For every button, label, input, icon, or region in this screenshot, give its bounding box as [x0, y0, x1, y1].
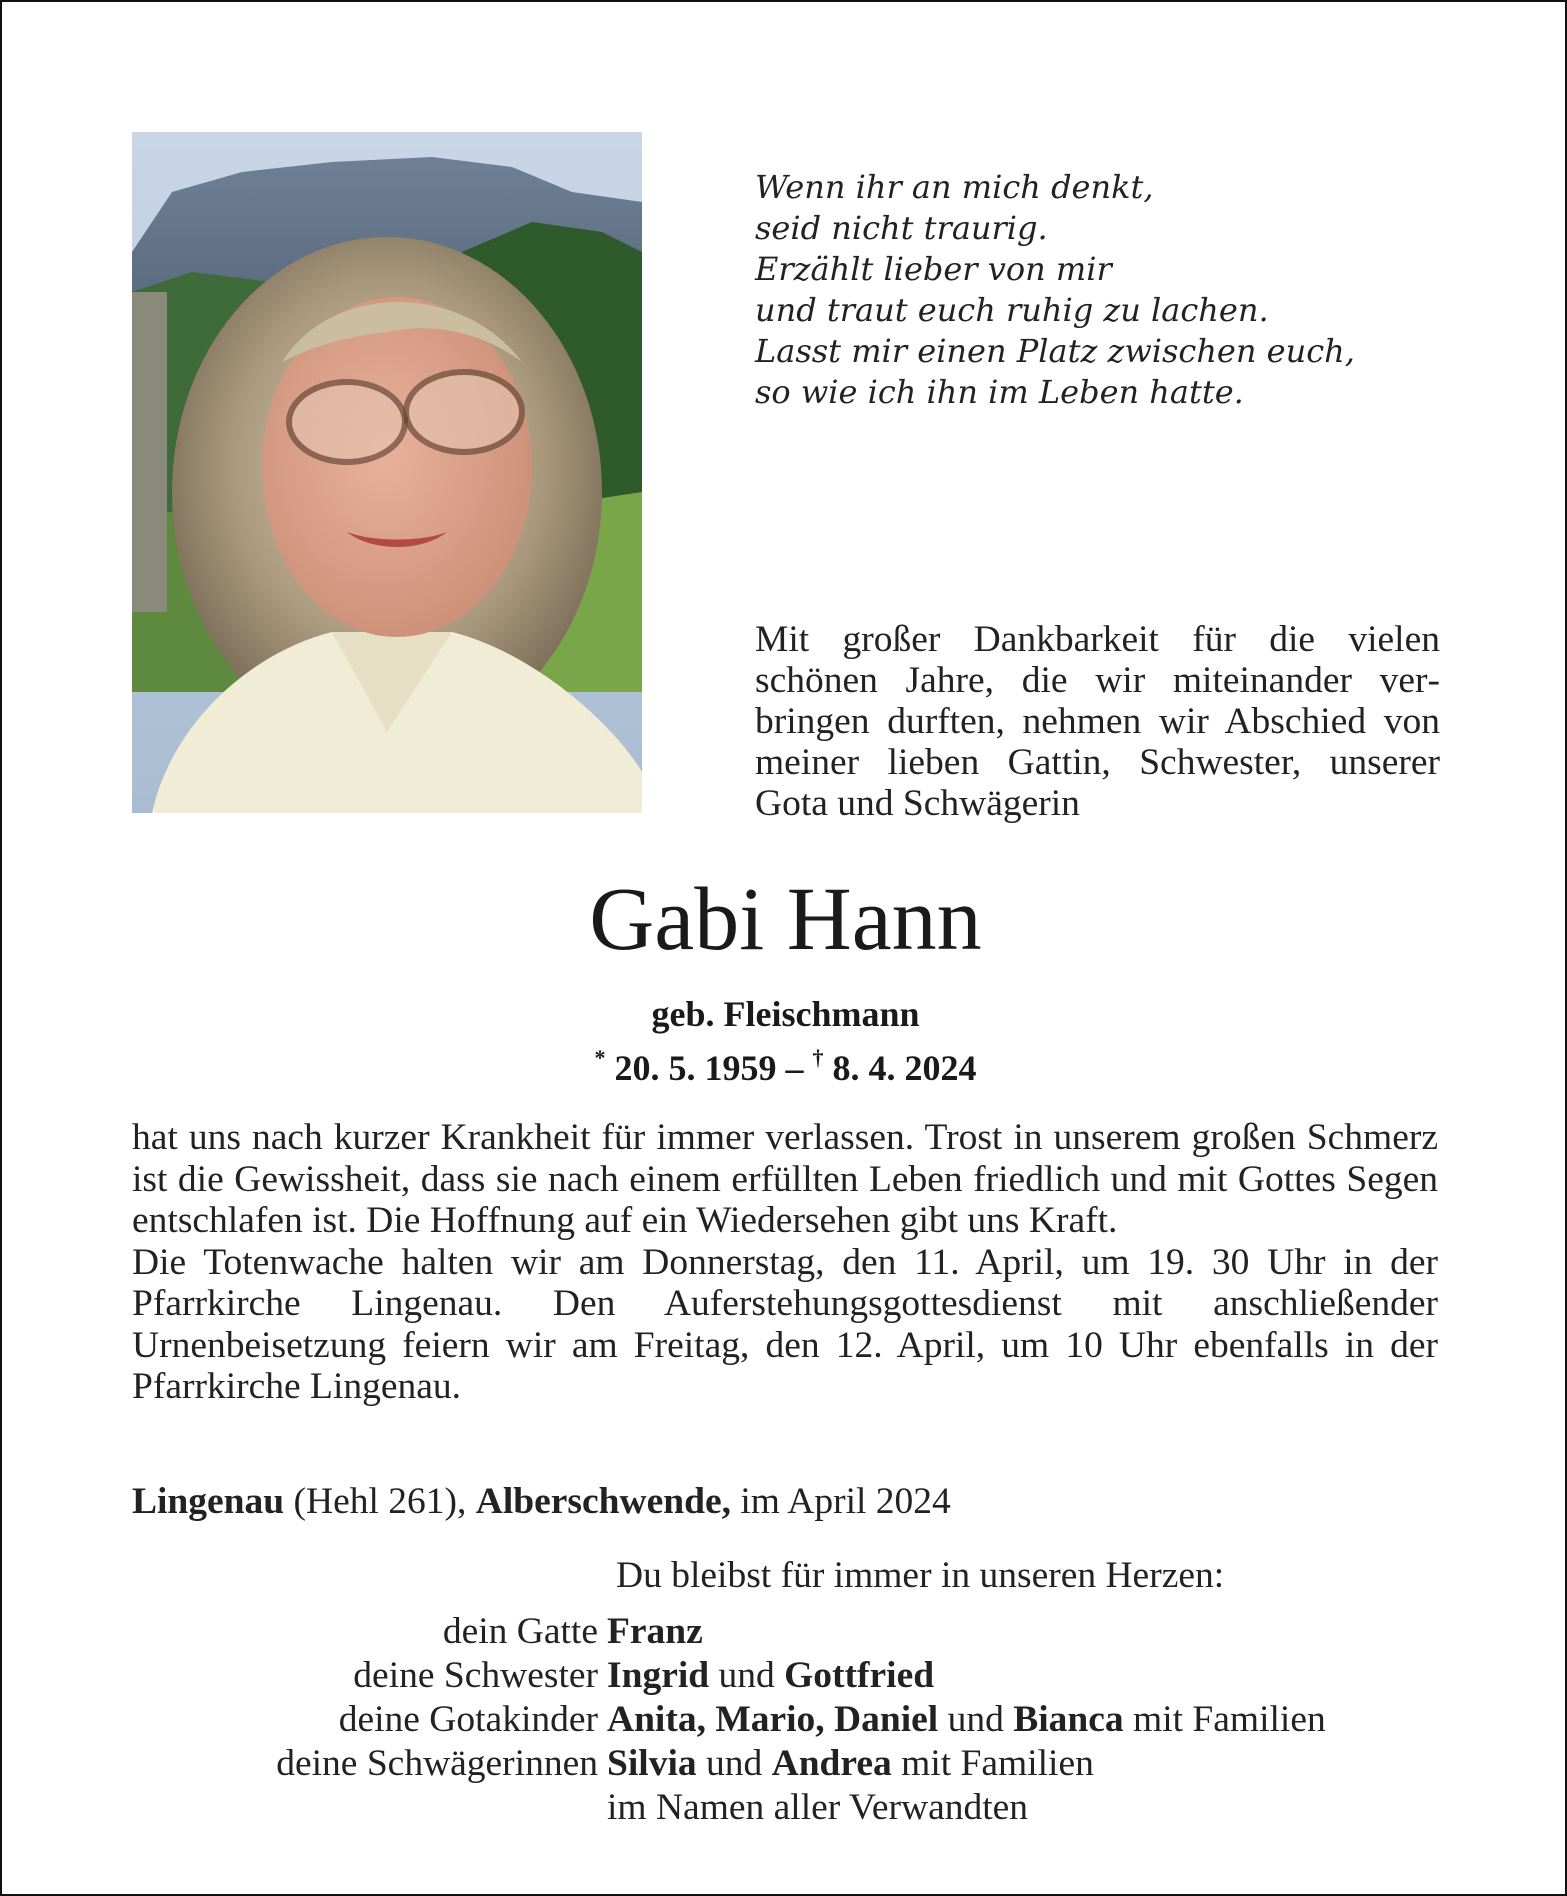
relation-label: [132, 1786, 607, 1830]
family-suffix: mit Familien: [1123, 1699, 1326, 1740]
conjunction: und: [709, 1655, 785, 1696]
family-name: Bianca: [1013, 1699, 1124, 1740]
death-symbol: †: [812, 1045, 824, 1070]
birth-symbol: *: [594, 1045, 606, 1070]
relation-label: dein Gatte: [442, 1611, 598, 1652]
family-row: [132, 1786, 1472, 1830]
date-separator: –: [776, 1048, 813, 1088]
family-row: [132, 1654, 1472, 1698]
relation-label: deine Schwägerinnen: [276, 1743, 598, 1784]
portrait-photo: [132, 132, 642, 813]
family-list: [132, 1610, 1472, 1830]
poem-line: Lasst mir einen Platz zwischen euch,: [755, 332, 1355, 370]
place-town: Alberschwende,: [475, 1481, 731, 1522]
poem-line: und traut euch ruhig zu lachen.: [755, 291, 1269, 329]
place-town: Lingenau: [132, 1481, 285, 1522]
family-name: Gottfried: [784, 1655, 935, 1696]
birth-date: 20. 5. 1959: [614, 1048, 777, 1088]
poem-line: Wenn ihr an mich denkt,: [755, 168, 1154, 206]
poem: [755, 167, 1475, 413]
conjunction: und: [696, 1743, 772, 1784]
family-names: [607, 1610, 703, 1654]
birth-name: geb. Fleischmann: [651, 994, 920, 1034]
place-date: im April 2024: [730, 1481, 951, 1522]
closing-line: Du bleibst für immer in unseren Herzen:: [616, 1555, 1225, 1596]
family-names: [607, 1654, 934, 1698]
poem-line: seid nicht traurig.: [755, 209, 1048, 247]
family-name: Andrea: [771, 1743, 892, 1784]
body-paragraph: Die Totenwache halten wir am Donnerstag, den 11. April, um 19. 30 Uhr in der Pfarrkirche Lingenau. Den Auferstehungsgottesdienst mit anschließender Urnenbeisetzung feiern wir am Freitag, den 12. April, um 10 Uhr ebenfalls in der Pfarrkirche Lingenau.: [132, 1241, 1438, 1407]
family-signoff: im Namen aller Verwandten: [607, 1787, 1029, 1828]
death-date: 8. 4. 2024: [832, 1048, 977, 1088]
family-name: Anita, Mario, Daniel: [607, 1699, 939, 1740]
family-suffix: mit Familien: [891, 1743, 1094, 1784]
conjunction: und: [938, 1699, 1014, 1740]
relation-label: deine Gotakinder: [338, 1699, 598, 1740]
family-names: [607, 1698, 1326, 1742]
intro-text: Mit großer Dankbarkeit für die vielen schönen Jahre, die wir miteinander verbringen durften, nehmen wir Abschied von meiner lieben Gattin, Schwester, unserer Gota und Schwägerin: [755, 619, 1440, 824]
family-row: [132, 1698, 1472, 1742]
poem-line: so wie ich ihn im Leben hatte.: [755, 373, 1244, 411]
family-name: Franz: [607, 1611, 703, 1652]
place-and-date: [132, 1480, 1438, 1524]
portrait-icon: [132, 132, 642, 813]
place-address: (Hehl 261),: [284, 1481, 476, 1522]
family-row: [132, 1742, 1472, 1786]
deceased-name: Gabi Hann: [589, 870, 982, 969]
family-names: [607, 1742, 1094, 1786]
announcement-body: [132, 1117, 1438, 1408]
family-name: Ingrid: [607, 1655, 710, 1696]
life-dates: [2, 1038, 1567, 1090]
poem-line: Erzählt lieber von mir: [755, 250, 1112, 288]
relation-label: deine Schwester: [353, 1655, 598, 1696]
body-paragraph: hat uns nach kurzer Krankheit für immer verlassen. Trost in unserem großen Schmerz ist die Gewissheit, dass sie nach einem erfüllten Leben friedlich und mit Gottes Segen entschlafen ist. Die Hoffnung auf ein Wiedersehen gibt uns Kraft.: [132, 1117, 1438, 1241]
family-row: [132, 1610, 1472, 1654]
family-name: Silvia: [607, 1743, 697, 1784]
